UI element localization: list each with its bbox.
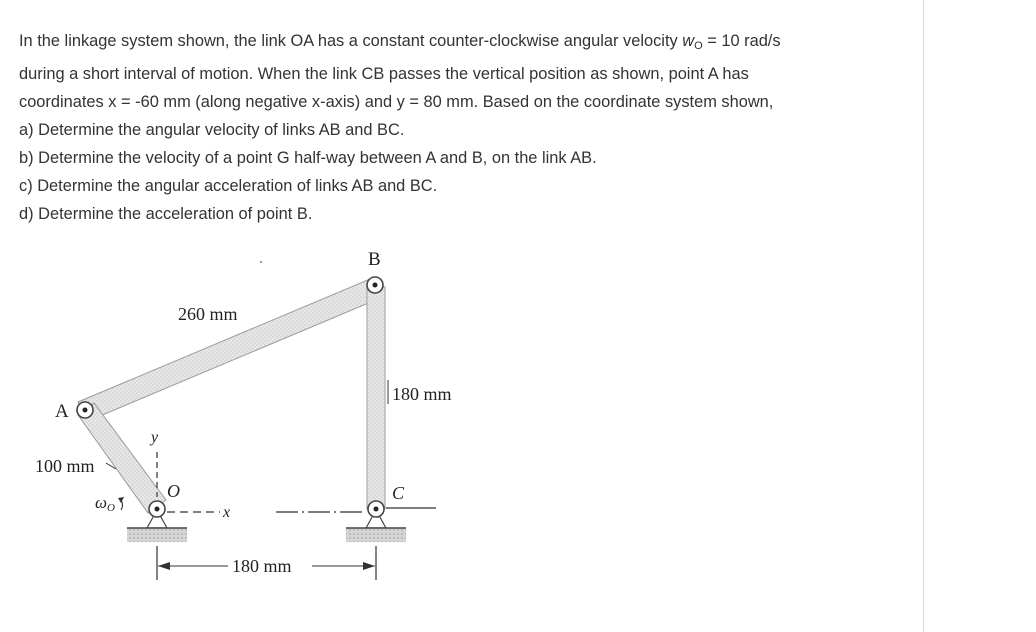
dim-ab-label: 260 mm (178, 304, 238, 324)
label-b: B (368, 249, 381, 270)
question-b: b) Determine the velocity of a point G half-way between A and B, on the link AB. (19, 149, 597, 167)
label-x: x (223, 504, 231, 521)
omega-arrow (118, 497, 124, 510)
pin-a (77, 402, 93, 418)
label-o: O (167, 481, 180, 501)
omega-symbol-text: w (682, 32, 695, 50)
link-ab (78, 279, 378, 421)
problem-line-1-text: In the linkage system shown, the link OA has a constant counter-clockwise angular velocity (19, 32, 683, 50)
pin-b (367, 277, 383, 293)
omega-symbol: ω (95, 493, 108, 512)
omega-value: = 10 rad/s (702, 32, 781, 50)
problem-line-3: coordinates x = -60 mm (along negative x-axis) and y = 80 mm. Based on the coordinate system shown, (19, 93, 774, 111)
label-y: y (151, 429, 159, 446)
omega-label (95, 493, 115, 514)
centerline-oc (276, 508, 436, 512)
dim-bc-label: 180 mm (392, 384, 452, 404)
label-a: A (55, 401, 69, 422)
pin-c (368, 501, 384, 517)
omega-label-subscript: O (107, 502, 115, 514)
label-c: C (392, 483, 405, 503)
question-c: c) Determine the angular acceleration of links AB and BC. (19, 177, 438, 195)
question-a: a) Determine the angular velocity of links AB and BC. (19, 121, 405, 139)
dim-oa-label: 100 mm (35, 456, 95, 476)
omega-subscript: O (694, 40, 703, 52)
pin-o (149, 501, 165, 517)
question-d: d) Determine the acceleration of point B. (19, 205, 313, 223)
stray-dot (260, 261, 262, 263)
dim-oc-label: 180 mm (232, 556, 292, 576)
problem-line-2: during a short interval of motion. When the link CB passes the vertical position as shown, point A has (19, 65, 749, 83)
link-bc (367, 287, 385, 509)
